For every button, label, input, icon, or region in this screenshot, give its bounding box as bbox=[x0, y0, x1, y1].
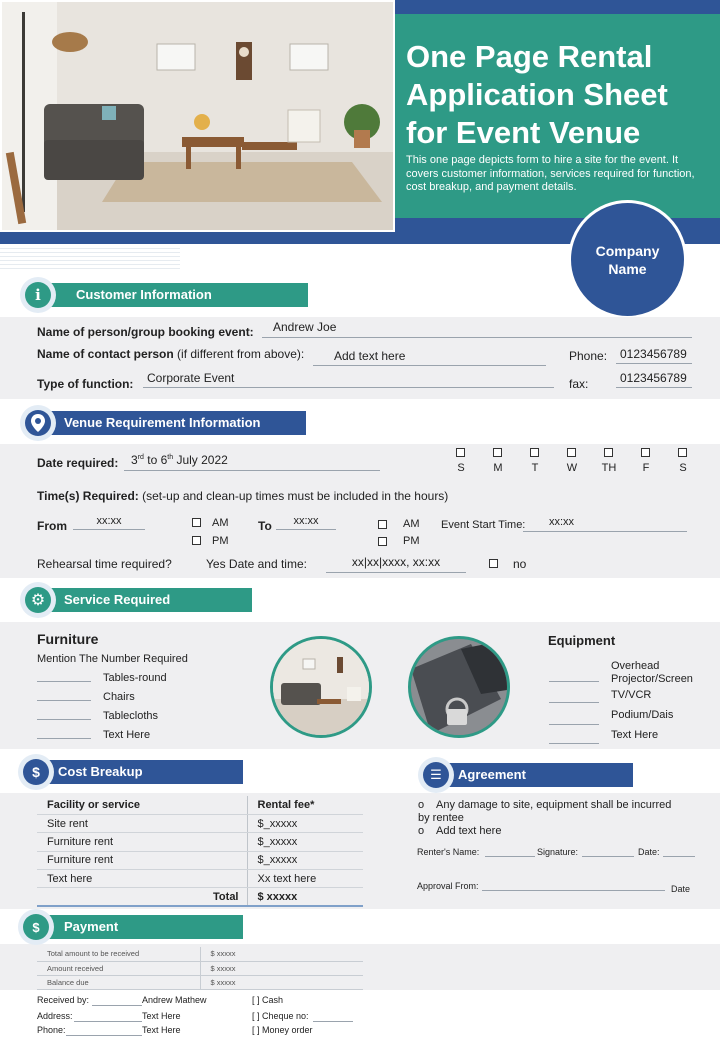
date-d1: 3 bbox=[131, 453, 138, 467]
received-field[interactable] bbox=[92, 995, 142, 1006]
equipment-item-4: Text Here bbox=[611, 729, 659, 741]
cost-fee-2: $_xxxxx bbox=[247, 833, 363, 851]
event-start-field[interactable] bbox=[523, 516, 687, 532]
equipment-item-3: Podium/Dais bbox=[611, 709, 674, 721]
function-label: Type of function: bbox=[37, 377, 134, 391]
approval-field[interactable] bbox=[482, 881, 665, 891]
payment-phone-field[interactable] bbox=[66, 1025, 142, 1036]
document-icon: ☰ bbox=[423, 762, 449, 788]
company-name-text: Company Name bbox=[595, 242, 660, 277]
times-label: Time(s) Required: bbox=[37, 489, 139, 503]
date-s1: rd bbox=[137, 454, 144, 461]
date-s2: th bbox=[167, 454, 174, 461]
function-value: Corporate Event bbox=[147, 371, 235, 385]
event-start-value: xx:xx bbox=[549, 516, 575, 528]
rehearsal-no-checkbox[interactable] bbox=[489, 559, 498, 568]
table-row bbox=[37, 961, 363, 975]
cost-col-facility: Facility or service bbox=[37, 796, 247, 814]
service-section-header bbox=[36, 588, 252, 612]
booking-field[interactable] bbox=[262, 320, 692, 338]
agreement-text-1: Any damage to site, equipment shall be incurred by rentee bbox=[418, 799, 672, 824]
times-note: (set-up and clean-up times must be included in the hours) bbox=[142, 489, 449, 503]
cost-table bbox=[37, 796, 363, 907]
times-row bbox=[37, 489, 448, 503]
cost-col-fee: Rental fee* bbox=[247, 796, 363, 814]
address-label: Address: bbox=[37, 1011, 73, 1021]
from-pm-checkbox[interactable] bbox=[192, 536, 201, 545]
equipment-qty-2[interactable] bbox=[549, 693, 599, 703]
table-row bbox=[37, 975, 363, 989]
table-row bbox=[37, 851, 363, 869]
from-pm-label: PM bbox=[212, 535, 229, 547]
cost-facility-2: Furniture rent bbox=[37, 833, 247, 851]
location-pin-icon bbox=[25, 410, 51, 436]
to-field[interactable] bbox=[276, 515, 336, 530]
agreement-text-2: Add text here bbox=[436, 825, 502, 837]
phone-field[interactable] bbox=[616, 347, 692, 364]
payment-section-header bbox=[36, 915, 243, 939]
to-label: To bbox=[258, 519, 272, 533]
to-pm-checkbox[interactable] bbox=[378, 537, 387, 546]
from-am-checkbox[interactable] bbox=[192, 518, 201, 527]
day-checkbox-s2[interactable] bbox=[678, 448, 687, 457]
cost-fee-3: $_xxxxx bbox=[247, 851, 363, 869]
furniture-item-4: Text Here bbox=[103, 729, 151, 741]
renter-label: Renter's Name: bbox=[417, 847, 480, 857]
renter-date-field[interactable] bbox=[663, 847, 695, 857]
agreement-section-header bbox=[436, 763, 633, 787]
cost-facility-4: Text here bbox=[37, 870, 247, 888]
booking-value: Andrew Joe bbox=[273, 320, 337, 334]
rehearsal-value: xx|xx|xxxx, xx:xx bbox=[351, 555, 441, 569]
equipment-qty-3[interactable] bbox=[549, 715, 599, 725]
day-checkbox-f[interactable] bbox=[641, 448, 650, 457]
address-field[interactable] bbox=[74, 1011, 142, 1022]
cheque-field[interactable] bbox=[313, 1011, 353, 1022]
gear-icon: ⚙ bbox=[25, 587, 51, 613]
payment-heading: Payment bbox=[64, 919, 119, 934]
payment-label-2: Amount received bbox=[37, 961, 200, 975]
date-end: July 2022 bbox=[173, 453, 228, 467]
page-description: This one page depicts form to hire a site for the event. It covers customer information, services required for function, cost breakup, and payment details. bbox=[406, 154, 695, 193]
table-row bbox=[37, 947, 363, 961]
rehearsal-yes-label: Yes Date and time: bbox=[206, 557, 307, 571]
from-am-label: AM bbox=[212, 517, 229, 529]
decor-lines bbox=[0, 248, 180, 272]
furniture-qty-2[interactable] bbox=[37, 691, 91, 701]
money-bag-icon: $ bbox=[23, 759, 49, 785]
cost-heading: Cost Breakup bbox=[58, 764, 143, 779]
to-am-checkbox[interactable] bbox=[378, 520, 387, 529]
payment-label-1: Total amount to be received bbox=[37, 947, 200, 961]
furniture-item-1: Tables-round bbox=[103, 672, 167, 684]
from-field[interactable] bbox=[73, 515, 145, 530]
day-label-t: T bbox=[531, 462, 539, 474]
to-am-label: AM bbox=[403, 518, 420, 530]
equipment-item-1: Overhead Projector/Screen bbox=[611, 660, 693, 685]
day-label-s2: S bbox=[679, 462, 687, 474]
furniture-photo bbox=[270, 636, 372, 738]
equipment-item-2: TV/VCR bbox=[611, 689, 652, 701]
service-icon-wrap bbox=[20, 582, 56, 618]
agreement-bullet-2 bbox=[418, 825, 501, 837]
address-value: Text Here bbox=[142, 1011, 181, 1021]
furniture-qty-4[interactable] bbox=[37, 729, 91, 739]
rehearsal-field[interactable] bbox=[326, 555, 466, 573]
date-field[interactable] bbox=[124, 453, 380, 471]
fax-label: fax: bbox=[569, 377, 589, 391]
renter-field[interactable] bbox=[485, 847, 535, 857]
header-top-strip bbox=[395, 0, 720, 14]
table-row bbox=[37, 833, 363, 851]
payment-value-2: $ xxxxx bbox=[200, 961, 363, 975]
cost-facility-1: Site rent bbox=[37, 814, 247, 832]
contact-field[interactable] bbox=[313, 349, 546, 366]
approval-date-label: Date bbox=[671, 884, 691, 894]
day-label-w: W bbox=[566, 462, 578, 474]
payment-value-3: $ xxxxx bbox=[200, 975, 363, 989]
from-label: From bbox=[37, 519, 67, 533]
from-value: xx:xx bbox=[96, 515, 122, 527]
signature-field[interactable] bbox=[582, 847, 634, 857]
venue-icon-wrap bbox=[20, 405, 56, 441]
day-checkbox-s[interactable] bbox=[456, 448, 465, 457]
contact-label-wrap bbox=[37, 347, 304, 361]
renter-row bbox=[417, 847, 479, 857]
booking-label: Name of person/group booking event: bbox=[37, 325, 254, 339]
contact-value: Add text here bbox=[334, 349, 406, 363]
contact-label: Name of contact person bbox=[37, 347, 174, 361]
day-label-s: S bbox=[457, 462, 465, 474]
venue-heading: Venue Requirement Information bbox=[64, 415, 261, 430]
bullet-icon: o bbox=[418, 825, 425, 837]
furniture-qty-3[interactable] bbox=[37, 710, 91, 720]
day-label-f: F bbox=[642, 462, 650, 474]
page-title: One Page Rental Application Sheet for Event Venue bbox=[406, 39, 668, 150]
table-row bbox=[37, 870, 363, 888]
cost-table-header bbox=[37, 796, 363, 814]
info-icon: i bbox=[25, 282, 51, 308]
fax-field[interactable] bbox=[616, 371, 692, 388]
cost-facility-3: Furniture rent bbox=[37, 851, 247, 869]
header-room-photo bbox=[0, 0, 395, 232]
bullet-icon: o bbox=[418, 799, 425, 811]
function-field[interactable] bbox=[143, 371, 554, 388]
cost-icon-wrap bbox=[18, 754, 54, 790]
cost-fee-4: Xx text here bbox=[247, 870, 363, 888]
table-row bbox=[37, 814, 363, 832]
cash-option[interactable]: [ ] Cash bbox=[252, 995, 284, 1005]
day-label-m: M bbox=[493, 462, 503, 474]
payment-label-3: Balance due bbox=[37, 975, 200, 989]
day-label-th: TH bbox=[601, 462, 617, 474]
payment-table bbox=[37, 947, 363, 990]
to-pm-label: PM bbox=[403, 535, 420, 547]
signature-label: Signature: bbox=[537, 847, 579, 857]
date-label: Date required: bbox=[37, 456, 119, 470]
furniture-note: Mention The Number Required bbox=[37, 653, 188, 665]
contact-note: (if different from above): bbox=[173, 347, 305, 361]
date-mid: to 6 bbox=[143, 453, 168, 467]
venue-section-header bbox=[36, 411, 306, 435]
fax-value: 0123456789 bbox=[620, 371, 687, 385]
furniture-qty-1[interactable] bbox=[37, 672, 91, 682]
renter-date-label: Date: bbox=[638, 847, 660, 857]
customer-icon-wrap bbox=[20, 277, 56, 313]
cheque-option[interactable]: [ ] Cheque no: bbox=[252, 1011, 309, 1021]
day-checkbox-w[interactable] bbox=[567, 448, 576, 457]
payment-icon-wrap bbox=[18, 909, 54, 945]
phone-label: Phone: bbox=[569, 349, 608, 363]
equipment-photo bbox=[408, 636, 510, 738]
furniture-item-3: Tablecloths bbox=[103, 710, 159, 722]
event-start-label: Event Start Time: bbox=[441, 519, 526, 531]
phone-value: 0123456789 bbox=[620, 347, 687, 361]
company-name-badge bbox=[568, 200, 687, 319]
agreement-heading: Agreement bbox=[458, 767, 526, 782]
received-value: Andrew Mathew bbox=[142, 995, 207, 1005]
customer-section-header bbox=[36, 283, 308, 307]
cost-section-header bbox=[36, 760, 243, 784]
agreement-icon-wrap bbox=[418, 757, 454, 793]
cost-total-value: $ xxxxx bbox=[247, 888, 363, 906]
hand-coin-icon: $ bbox=[23, 914, 49, 940]
equipment-qty-4[interactable] bbox=[549, 734, 599, 744]
money-order-option[interactable]: [ ] Money order bbox=[252, 1025, 313, 1035]
day-checkbox-t[interactable] bbox=[530, 448, 539, 457]
payment-value-1: $ xxxxx bbox=[200, 947, 363, 961]
day-checkbox-th[interactable] bbox=[604, 448, 613, 457]
received-label: Received by: bbox=[37, 995, 90, 1005]
furniture-item-2: Chairs bbox=[103, 691, 135, 703]
payment-phone-label: Phone: bbox=[37, 1025, 66, 1035]
cost-total-row bbox=[37, 888, 363, 906]
agreement-bullet-1 bbox=[418, 799, 678, 825]
to-value: xx:xx bbox=[293, 515, 319, 527]
cost-fee-1: $_xxxxx bbox=[247, 814, 363, 832]
payment-phone-value: Text Here bbox=[142, 1025, 181, 1035]
rehearsal-label: Rehearsal time required? bbox=[37, 557, 172, 571]
equipment-title: Equipment bbox=[548, 633, 616, 648]
equipment-qty-1[interactable] bbox=[549, 672, 599, 682]
cost-total-label: Total bbox=[37, 888, 247, 906]
service-heading: Service Required bbox=[64, 592, 171, 607]
day-checkbox-m[interactable] bbox=[493, 448, 502, 457]
customer-heading: Customer Information bbox=[76, 287, 212, 302]
approval-label: Approval From: bbox=[417, 881, 479, 891]
furniture-title: Furniture bbox=[37, 631, 99, 647]
rehearsal-no-label: no bbox=[513, 557, 527, 571]
